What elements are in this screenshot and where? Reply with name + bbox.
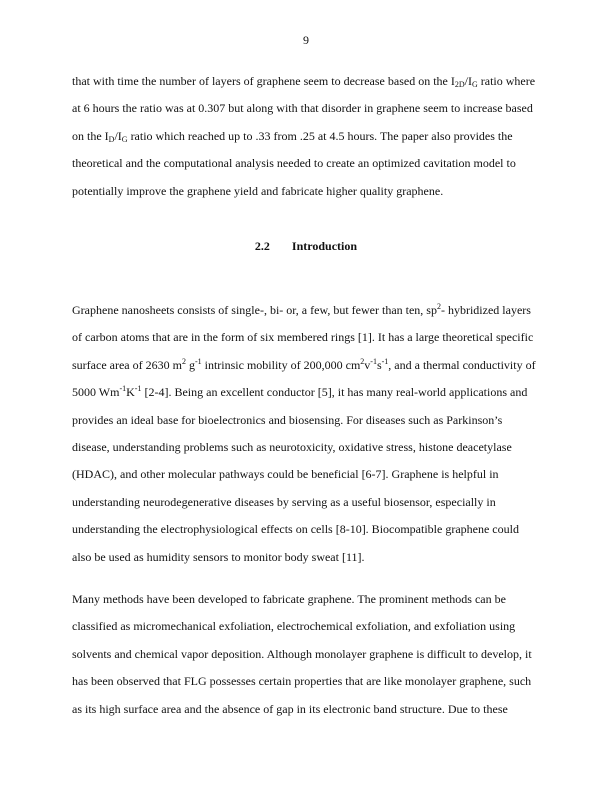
- text-line: solvents and chemical vapor deposition. Although monolayer graphene is difficult to develop, it: [72, 646, 532, 661]
- text-line: has been observed that FLG possesses certain properties that are like monolayer graphene, such: [72, 674, 532, 689]
- superscript: -1: [370, 356, 377, 366]
- text-line: also be used as humidity sensors to monitor body sweat [11].: [72, 549, 365, 564]
- superscript: 2: [436, 302, 441, 311]
- superscript: 2: [360, 356, 365, 366]
- text-line: 5000 $Wm^{-1}K^{-1}$ [2-4]. Being an excellent conductor [5], it has many real-world applications and: [72, 384, 528, 400]
- text-line: disease, understanding problems such as neurotoxicity, oxidative stress, histone deacetylase: [72, 440, 512, 454]
- section-number: 2.2: [254, 239, 270, 253]
- text-line: at 6 hours the ratio was at 0.307 but along with that disorder in graphene seem to increase based: [72, 101, 533, 116]
- text-line: that with time the number of layers of graphene seem to decrease based on the $I_{2D}/I_G$ ratio where: [72, 74, 536, 89]
- subscript: G: [471, 80, 478, 89]
- text-line: Graphene nanosheets consists of single-, bi- or, a few, but fewer than ten, $sp^2-$ hybridized layers: [72, 302, 531, 317]
- text-line: (HDAC), and other molecular pathways could be beneficial [6-7]. Graphene is helpful in: [72, 467, 499, 482]
- text-line: understanding the electrophysiological effects on cells [8-10]. Biocompatible graphene could: [72, 522, 519, 537]
- text-line: potentially improve the graphene yield and fabricate higher quality graphene.: [72, 183, 444, 198]
- superscript: -1: [194, 356, 202, 366]
- section-title: Introduction: [291, 239, 358, 253]
- subscript: G: [121, 134, 128, 144]
- section-heading: [0, 239, 612, 253]
- superscript: -1: [134, 384, 142, 394]
- subscript: D: [108, 134, 115, 144]
- superscript: -1: [119, 384, 127, 394]
- text-line: as its high surface area and the absence of gap in its electronic band structure. Due to these: [72, 701, 508, 716]
- text-line: understanding neurodegenerative diseases by serving as a useful biosensor, especially in: [72, 494, 496, 509]
- superscript: -1: [381, 356, 389, 366]
- text-line: theoretical and the computational analysis needed to create an optimized cavitation model to: [72, 156, 516, 171]
- text-line: surface area of 2630 $m^2$ $g^{-1}$ intrinsic mobility of 200,000 $cm^2v^{-1}s^{-1}$, and a thermal conductivity of: [72, 356, 536, 372]
- text-line: of carbon atoms that are in the form of six membered rings [1]. It has a large theoretical specific: [72, 330, 534, 345]
- text-line: Many methods have been developed to fabricate graphene. The prominent methods can be: [72, 592, 506, 606]
- text-line: provides an ideal base for bioelectronics and biosensing. For diseases such as Parkinson’s: [72, 412, 503, 427]
- superscript: 2: [181, 356, 186, 366]
- page-number: 9: [303, 33, 309, 47]
- subscript: 2D: [454, 80, 465, 89]
- text-line: classified as micromechanical exfoliation, electrochemical exfoliation, and exfoliation using: [72, 619, 516, 634]
- text-line: on the $I_D/I_G$ ratio which reached up to .33 from .25 at 4.5 hours. The paper also provides the: [72, 128, 513, 144]
